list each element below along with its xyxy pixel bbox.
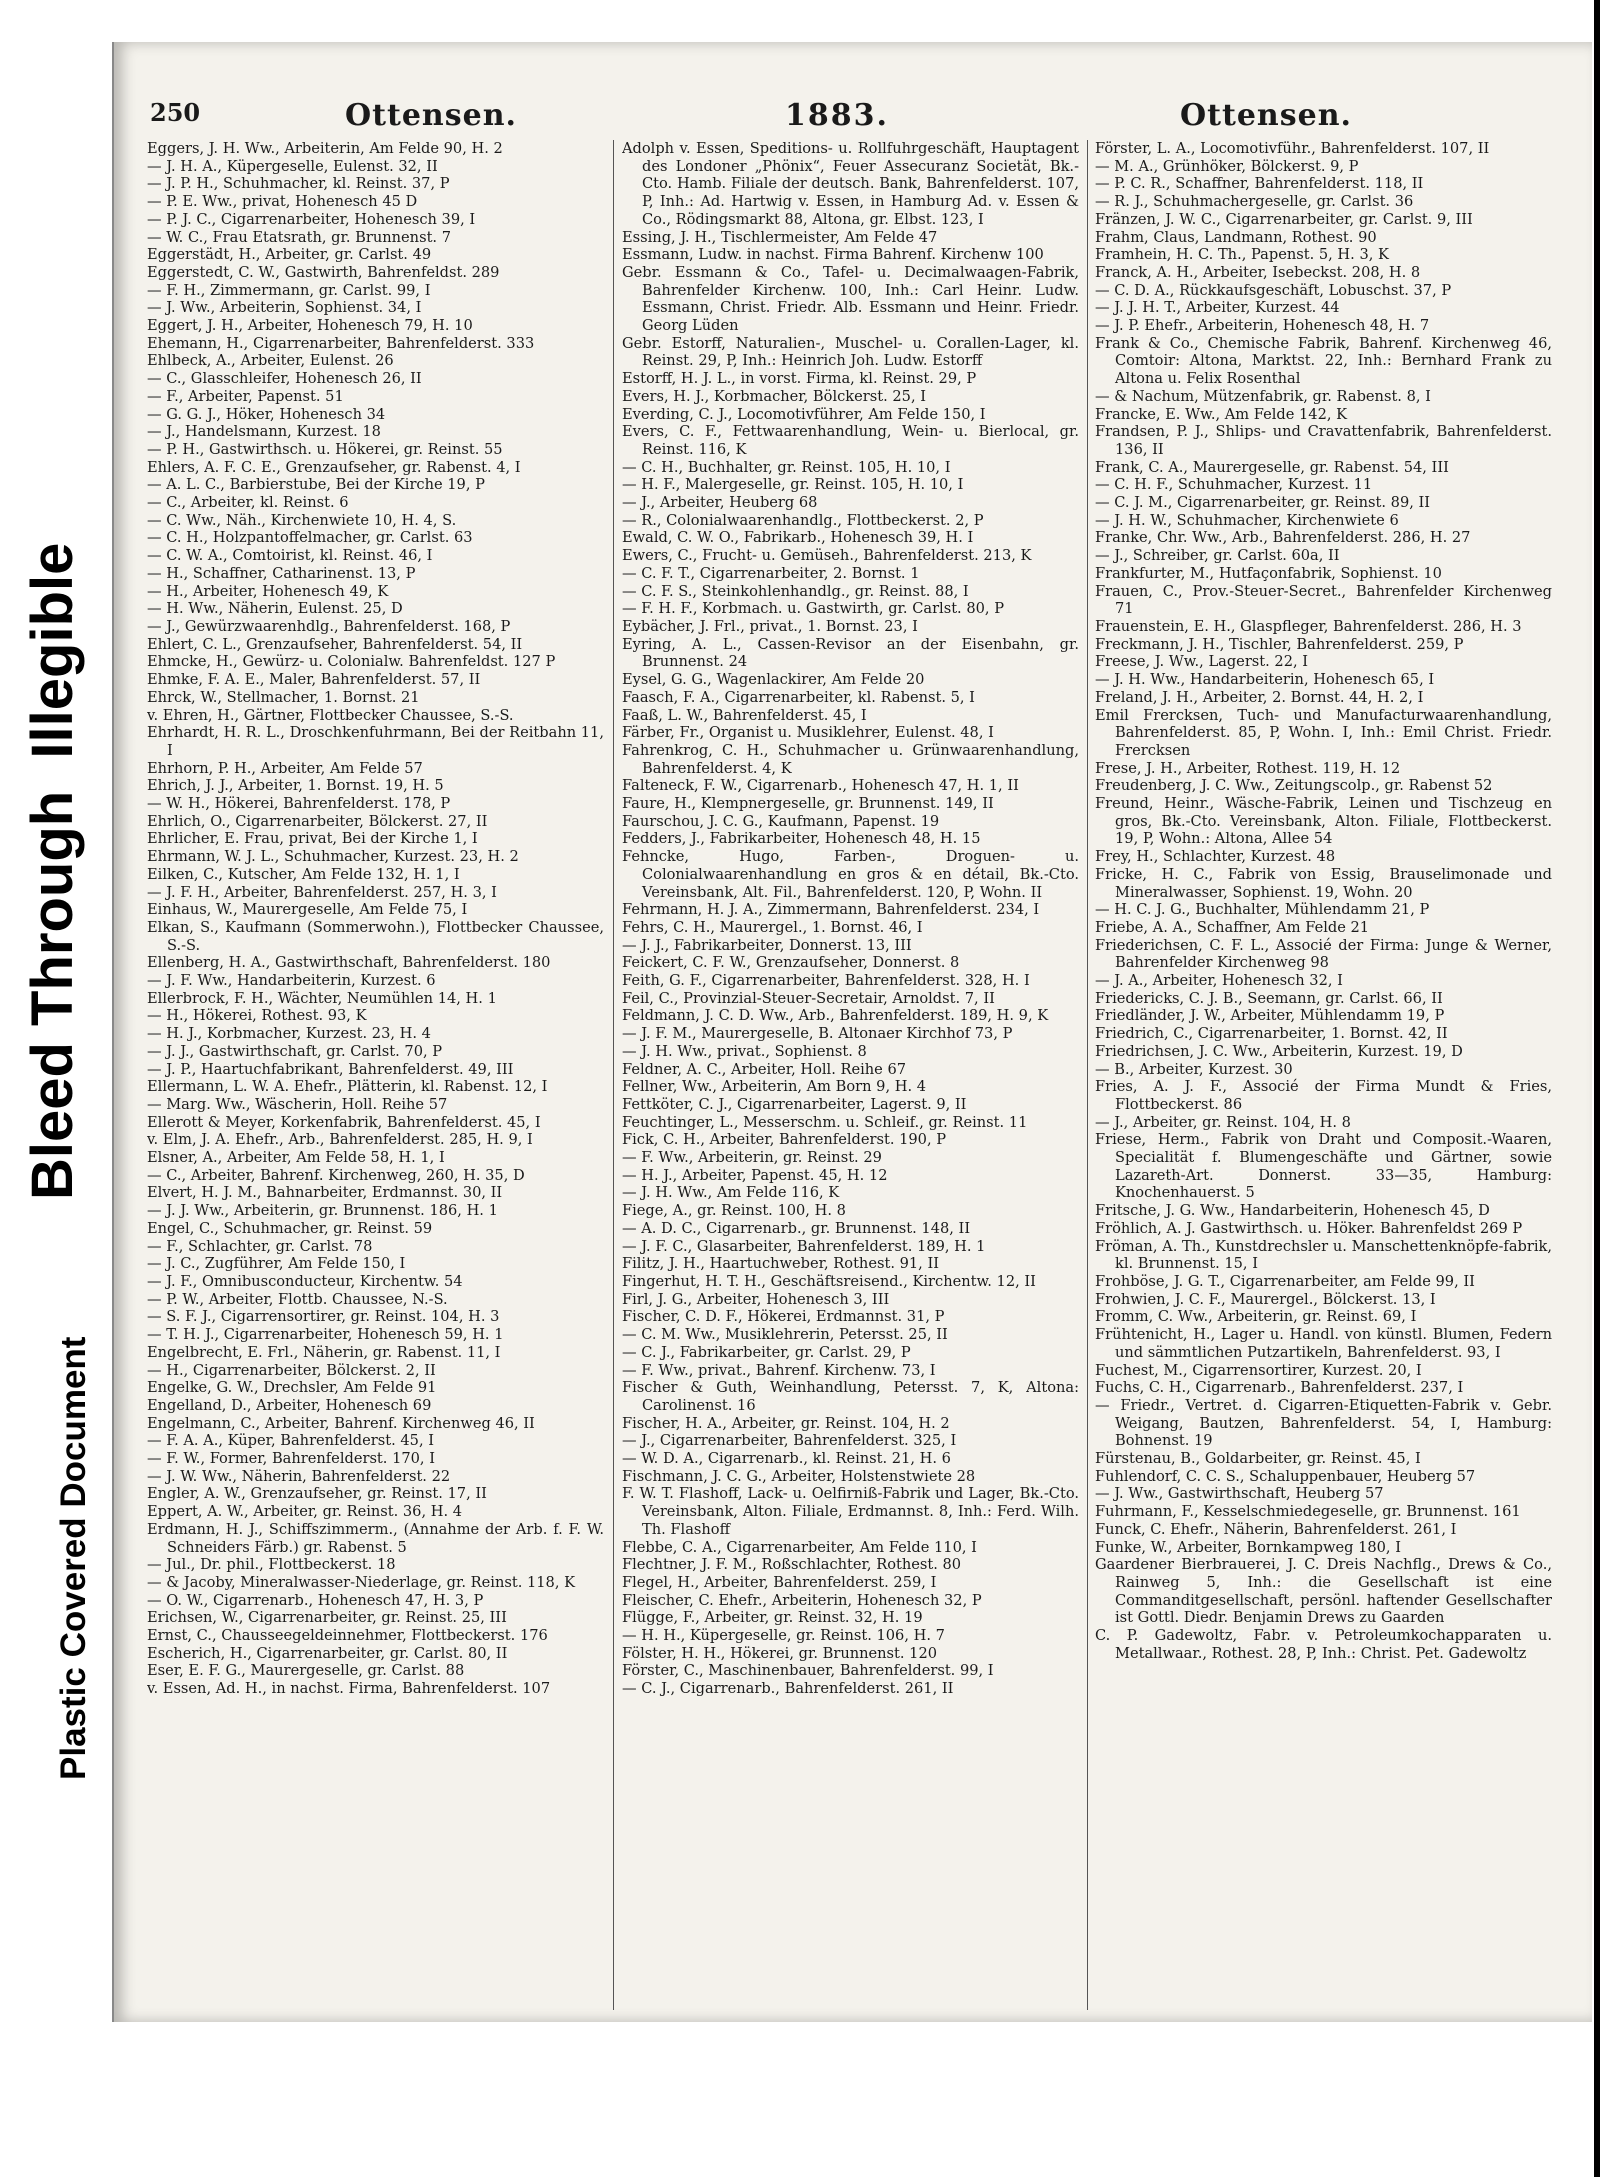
directory-entry: Elkan, S., Kaufmann (Sommerwohn.), Flottbecker Chaussee, S.-S. xyxy=(147,918,604,954)
directory-entry: Ellerbrock, F. H., Wächter, Neumühlen 14, H. 1 xyxy=(147,989,497,1007)
directory-entry: Ehrck, W., Stellmacher, 1. Bornst. 21 xyxy=(147,688,420,706)
directory-entry: — F. A. A., Küper, Bahrenfelderst. 45, I xyxy=(147,1432,434,1450)
directory-entry: — J., Handelsmann, Kurzest. 18 xyxy=(147,423,381,441)
directory-entry: Firl, J. G., Arbeiter, Hohenesch 3, III xyxy=(622,1290,890,1308)
directory-entry: Frohböse, J. G. T., Cigarrenarbeiter, am Felde 99, II xyxy=(1095,1273,1475,1290)
directory-entry: Förster, L. A., Locomotivführ., Bahrenfelderst. 107, II xyxy=(1095,140,1490,157)
directory-entry: — C. F. S., Steinkohlenhandlg., gr. Reinst. 88, I xyxy=(622,582,969,600)
directory-entry: Eilken, C., Kutscher, Am Felde 132, H. 1, I xyxy=(147,865,460,883)
directory-entry: Evers, H. J., Korbmacher, Bölckerst. 25, I xyxy=(622,387,926,405)
directory-entry: Frohwien, J. C. F., Maurergel., Bölckerst. 13, I xyxy=(1095,1290,1436,1308)
directory-entry: — C., Arbeiter, Bahrenf. Kirchenweg, 260, H. 35, D xyxy=(147,1166,525,1184)
directory-entry: Ehrhorn, P. H., Arbeiter, Am Felde 57 xyxy=(147,759,423,777)
directory-entry: Feldmann, J. C. D. Ww., Arb., Bahrenfelderst. 189, H. 9, K xyxy=(622,1007,1049,1025)
directory-entry: Ewers, C., Frucht- u. Gemüseh., Bahrenfelderst. 213, K xyxy=(622,547,1032,565)
directory-entry: Freckmann, J. H., Tischler, Bahrenfelderst. 259, P xyxy=(1095,635,1464,653)
page-header xyxy=(150,98,1580,134)
directory-entry: v. Elm, J. A. Ehefr., Arb., Bahrenfelderst. 285, H. 9, I xyxy=(147,1131,533,1149)
directory-entry: Essing, J. H., Tischlermeister, Am Felde 47 xyxy=(622,228,938,246)
directory-entry: Ehlert, C. L., Grenzaufseher, Bahrenfelderst. 54, II xyxy=(147,635,523,653)
directory-entry: Ehrhardt, H. R. L., Droschkenfuhrmann, Bei der Reitbahn 11, I xyxy=(147,724,604,759)
directory-entry: — J., Arbeiter, Heuberg 68 xyxy=(622,494,818,512)
directory-entry: Franke, Chr. Ww., Arb., Bahrenfelderst. 286, H. 27 xyxy=(1095,529,1471,547)
directory-entry: Frandsen, P. J., Shlips- und Cravattenfabrik, Bahrenfelderst. 136, II xyxy=(1095,423,1552,458)
directory-entry: v. Ehren, H., Gärtner, Flottbecker Chaussee, S.-S. xyxy=(147,706,514,724)
directory-entry: — J. J. Ww., Arbeiterin, gr. Brunnenst. 186, H. 1 xyxy=(147,1202,498,1220)
directory-entry: Fries, A. J. F., Associé der Firma Mundt & Fries, Flottbeckerst. 86 xyxy=(1095,1078,1552,1113)
directory-entry: Fuhrmann, F., Kesselschmiedegeselle, gr. Brunnenst. 161 xyxy=(1095,1503,1521,1521)
directory-entry: — B., Arbeiter, Kurzest. 30 xyxy=(1095,1060,1293,1078)
column-3 xyxy=(1095,140,1552,2010)
directory-entry: — J. J., Fabrikarbeiter, Donnerst. 13, III xyxy=(622,936,912,954)
directory-entry: — Friedr., Vertret. d. Cigarren-Etiquetten-Fabrik v. Gebr. Weigang, Bautzen, Bahrenfelderst. 54, I, Hamburg: Bohnenst. 19 xyxy=(1095,1396,1552,1450)
directory-entry: — & Jacoby, Mineralwasser-Niederlage, gr. Reinst. 118, K xyxy=(147,1573,576,1591)
directory-entry: — R. J., Schuhmachergeselle, gr. Carlst. 36 xyxy=(1095,193,1414,211)
directory-entry: — P. H., Gastwirthsch. u. Hökerei, gr. Reinst. 55 xyxy=(147,440,503,458)
directory-entry: — H. Ww., Näherin, Eulenst. 25, D xyxy=(147,600,403,618)
directory-entry: — J. Ww., Arbeiterin, Sophienst. 34, I xyxy=(147,299,422,317)
directory-entry: Fischer & Guth, Weinhandlung, Petersst. 7, K, Altona: Carolinenst. 16 xyxy=(622,1379,1079,1414)
directory-entry: — C. H. F., Schuhmacher, Kurzest. 11 xyxy=(1095,476,1373,494)
directory-entry: Funck, C. Ehefr., Näherin, Bahrenfelderst. 261, I xyxy=(1095,1520,1457,1538)
directory-entry: — Marg. Ww., Wäscherin, Holl. Reihe 57 xyxy=(147,1095,448,1113)
directory-entry: — R., Colonialwaarenhandlg., Flottbeckerst. 2, P xyxy=(622,511,984,529)
directory-entry: — F. Ww., privat., Bahrenf. Kirchenw. 73, I xyxy=(622,1361,936,1379)
directory-entry: — J. P. Ehefr., Arbeiterin, Hohenesch 48, H. 7 xyxy=(1095,317,1430,335)
directory-entry: Francke, E. Ww., Am Felde 142, K xyxy=(1095,405,1348,423)
directory-entry: — C. J., Cigarrenarb., Bahrenfelderst. 261, II xyxy=(622,1680,954,1698)
directory-entry: Frauen, C., Prov.-Steuer-Secret., Bahrenfelder Kirchenweg 71 xyxy=(1095,582,1552,618)
directory-entry: — M. A., Grünhöker, Bölckerst. 9, P xyxy=(1095,157,1359,175)
directory-entry: — H. F., Malergeselle, gr. Reinst. 105, H. 10, I xyxy=(622,476,964,494)
directory-entry: Flechtner, J. F. M., Roßschlachter, Rothest. 80 xyxy=(622,1556,962,1574)
directory-entry: — C., Arbeiter, kl. Reinst. 6 xyxy=(147,494,349,512)
directory-entry: Elsner, A., Arbeiter, Am Felde 58, H. 1, I xyxy=(147,1149,445,1167)
directory-entry: Ehlers, A. F. C. E., Grenzaufseher, gr. Rabenst. 4, I xyxy=(147,458,521,476)
directory-entry: — J., Gewürzwaarenhdlg., Bahrenfelderst. 168, P xyxy=(147,617,511,635)
directory-entry: Ehmke, F. A. E., Maler, Bahrenfelderst. 57, II xyxy=(147,671,481,689)
directory-entry: Evers, C. F., Fettwaarenhandlung, Wein- u. Bierlocal, gr. Reinst. 116, K xyxy=(622,423,1079,458)
scanner-edge xyxy=(1594,0,1600,2177)
directory-entry: — F. H., Zimmermann, gr. Carlst. 99, I xyxy=(147,281,431,299)
page-number: 250 xyxy=(150,98,201,127)
directory-entry: — W. D. A., Cigarrenarb., kl. Reinst. 21, H. 6 xyxy=(622,1450,951,1468)
directory-entry: — J. F. H., Arbeiter, Bahrenfelderst. 257, H. 3, I xyxy=(147,883,497,901)
directory-entry: Gebr. Estorff, Naturalien-, Muschel- u. Corallen-Lager, kl. Reinst. 29, P, Inh.: Heinrich Joh. Ludw. Estorff xyxy=(622,334,1079,370)
directory-entry: Friederichsen, C. F. L., Associé der Firma: Junge & Werner, Bahrenfelder Kirchenweg 98 xyxy=(1095,936,1552,972)
directory-entry: Ellenberg, H. A., Gastwirthschaft, Bahrenfelderst. 180 xyxy=(147,954,551,972)
directory-entry: — F. Ww., Arbeiterin, gr. Reinst. 29 xyxy=(622,1149,882,1167)
directory-entry: Estorff, H. J. L., in vorst. Firma, kl. Reinst. 29, P xyxy=(622,370,977,388)
directory-entry: Eggerstedt, C. W., Gastwirth, Bahrenfeldst. 289 xyxy=(147,263,500,281)
directory-entry: Ehemann, H., Cigarrenarbeiter, Bahrenfelderst. 333 xyxy=(147,334,535,352)
directory-entry: — C. W. A., Comtoirist, kl. Reinst. 46, I xyxy=(147,547,433,565)
directory-entry: — F., Schlachter, gr. Carlst. 78 xyxy=(147,1237,373,1255)
directory-entry: C. P. Gadewoltz, Fabr. v. Petroleumkochapparaten u. Metallwaar., Rothest. 28, P, Inh.: Christ. Pet. Gadewoltz xyxy=(1095,1627,1552,1662)
directory-entry: — C. H., Holzpantoffelmacher, gr. Carlst. 63 xyxy=(147,529,473,547)
directory-entry: — H., Hökerei, Rothest. 93, K xyxy=(147,1007,367,1025)
directory-entry: — G. G. J., Höker, Hohenesch 34 xyxy=(147,405,386,423)
directory-entry: — W. H., Hökerei, Bahrenfelderst. 178, P xyxy=(147,795,451,813)
directory-entry: Fürstenau, B., Goldarbeiter, gr. Reinst. 45, I xyxy=(1095,1450,1421,1468)
directory-entry: — J. Ww., Gastwirthschaft, Heuberg 57 xyxy=(1095,1485,1384,1503)
directory-entry: Ehlbeck, A., Arbeiter, Eulenst. 26 xyxy=(147,352,394,370)
directory-entry: — J. A., Arbeiter, Hohenesch 32, I xyxy=(1095,972,1343,990)
directory-entry: — J., Schreiber, gr. Carlst. 60a, II xyxy=(1095,547,1340,565)
directory-entry: Fick, C. H., Arbeiter, Bahrenfelderst. 190, P xyxy=(622,1131,947,1149)
directory-entry: Frankfurter, M., Hutfaçonfabrik, Sophienst. 10 xyxy=(1095,564,1442,582)
directory-entry: — C. Ww., Näh., Kirchenwiete 10, H. 4, S. xyxy=(147,511,457,529)
directory-entry: Fröman, A. Th., Kunstdrechsler u. Manschettenknöpfe-fabrik, kl. Brunnenst. 15, I xyxy=(1095,1237,1552,1273)
directory-entry: Ehmcke, H., Gewürz- u. Colonialw. Bahrenfeldst. 127 P xyxy=(147,653,556,671)
directory-entry: — O. W., Cigarrenarb., Hohenesch 47, H. 3, P xyxy=(147,1591,484,1609)
directory-entry: Faaß, L. W., Bahrenfelderst. 45, I xyxy=(622,706,867,724)
directory-entry: Eggert, J. H., Arbeiter, Hohenesch 79, H. 10 xyxy=(147,317,473,335)
directory-entry: Fellner, Ww., Arbeiterin, Am Born 9, H. 4 xyxy=(622,1078,927,1096)
directory-entry: Fuchest, M., Cigarrensortirer, Kurzest. 20, I xyxy=(1095,1361,1422,1379)
directory-columns xyxy=(147,140,1577,2010)
directory-entry: Fritsche, J. G. Ww., Handarbeiterin, Hohenesch 45, D xyxy=(1095,1202,1490,1220)
directory-entry: Friedericks, C. J. B., Seemann, gr. Carlst. 66, II xyxy=(1095,989,1443,1007)
directory-entry: — P. W., Arbeiter, Flottb. Chaussee, N.-S. xyxy=(147,1290,448,1308)
directory-entry: Engelmann, C., Arbeiter, Bahrenf. Kirchenweg 46, II xyxy=(147,1414,535,1432)
directory-entry: — C. M. Ww., Musiklehrerin, Petersst. 25, II xyxy=(622,1326,948,1344)
directory-entry: Frahm, Claus, Landmann, Rothest. 90 xyxy=(1095,228,1377,246)
directory-entry: Frauenstein, E. H., Glaspfleger, Bahrenfelderst. 286, H. 3 xyxy=(1095,617,1522,635)
directory-entry: — P. C. R., Schaffner, Bahrenfelderst. 118, II xyxy=(1095,175,1424,193)
directory-entry: — J., Cigarrenarbeiter, Bahrenfelderst. 325, I xyxy=(622,1432,957,1450)
directory-entry: Friebe, A. A., Schaffner, Am Felde 21 xyxy=(1095,918,1370,936)
directory-entry: Färber, Fr., Organist u. Musiklehrer, Eulenst. 48, I xyxy=(622,724,994,742)
directory-entry: Filitz, J. H., Haartuchweber, Rothest. 91, II xyxy=(622,1255,939,1273)
directory-entry: — J. F. C., Glasarbeiter, Bahrenfelderst. 189, H. 1 xyxy=(622,1237,986,1255)
directory-entry: — H., Cigarrenarbeiter, Bölckerst. 2, II xyxy=(147,1361,436,1379)
directory-entry: Eggerstädt, H., Arbeiter, gr. Carlst. 49 xyxy=(147,246,432,264)
directory-entry: — J. H. Ww., Handarbeiterin, Hohenesch 65, I xyxy=(1095,671,1435,689)
directory-entry: Engler, A. W., Grenzaufseher, gr. Reinst. 17, II xyxy=(147,1485,487,1503)
directory-entry: Escherich, H., Cigarrenarbeiter, gr. Carlst. 80, II xyxy=(147,1644,508,1662)
directory-entry: Engelland, D., Arbeiter, Hohenesch 69 xyxy=(147,1396,432,1414)
directory-entry: Freudenberg, J. C. Ww., Zeitungscolp., gr. Rabenst 52 xyxy=(1095,777,1493,795)
directory-entry: Adolph v. Essen, Speditions- u. Rollfuhrgeschäft, Hauptagent des Londoner „Phönix“, Feuer Assecuranz Societät, Bk.-Cto. Hamb. Filiale der deutsch. Bank, Bahrenfelderst. 107, P, Inh.: Ad. Hartwig v. Essen, in Hamburg Ad. v. Essen & Co., Rödingsmarkt 88, Altona, gr. Elbst. 123, I xyxy=(622,140,1079,228)
directory-entry: Freland, J. H., Arbeiter, 2. Bornst. 44, H. 2, I xyxy=(1095,688,1424,706)
directory-entry: Fränzen, J. W. C., Cigarrenarbeiter, gr. Carlst. 9, III xyxy=(1095,210,1473,228)
directory-entry: Fiege, A., gr. Reinst. 100, H. 8 xyxy=(622,1202,846,1220)
directory-entry: Framhein, H. C. Th., Papenst. 5, H. 3, K xyxy=(1095,246,1389,264)
directory-entry: Faure, H., Klempnergeselle, gr. Brunnenst. 149, II xyxy=(622,795,994,813)
directory-entry: Everding, C. J., Locomotivführer, Am Felde 150, I xyxy=(622,405,986,423)
directory-entry: — J. H. A., Küpergeselle, Eulenst. 32, II xyxy=(147,157,438,175)
directory-entry: — C., Glasschleifer, Hohenesch 26, II xyxy=(147,370,422,388)
directory-entry: — A. D. C., Cigarrenarb., gr. Brunnenst. 148, II xyxy=(622,1219,971,1237)
directory-entry: Fischer, C. D. F., Hökerei, Erdmannst. 31, P xyxy=(622,1308,945,1326)
column-1 xyxy=(147,140,604,2010)
directory-entry: Frese, J. H., Arbeiter, Rothest. 119, H. 12 xyxy=(1095,759,1401,777)
directory-entry: — J. P., Haartuchfabrikant, Bahrenfelderst. 49, III xyxy=(147,1060,514,1078)
directory-entry: Fischer, H. A., Arbeiter, gr. Reinst. 104, H. 2 xyxy=(622,1414,950,1432)
directory-entry: — P. E. Ww., privat, Hohenesch 45 D xyxy=(147,193,418,211)
directory-entry: Eyring, A. L., Cassen-Revisor an der Eisenbahn, gr. Brunnenst. 24 xyxy=(622,635,1079,671)
directory-entry: — A. L. C., Barbierstube, Bei der Kirche 19, P xyxy=(147,476,485,494)
directory-entry: Frühtenicht, H., Lager u. Handl. von künstl. Blumen, Federn und sämmtlichen Putzartikeln, Bahrenfelderst. 93, I xyxy=(1095,1326,1552,1361)
directory-entry: Fleischer, C. Ehefr., Arbeiterin, Hohenesch 32, P xyxy=(622,1591,982,1609)
directory-entry: Falteneck, F. W., Cigarrenarb., Hohenesch 47, H. 1, II xyxy=(622,777,1019,795)
directory-entry: — F. H. F., Korbmach. u. Gastwirth, gr. Carlst. 80, P xyxy=(622,600,1005,618)
directory-entry: — C. J., Fabrikarbeiter, gr. Carlst. 29, P xyxy=(622,1343,911,1361)
directory-entry: — J. H. W., Schuhmacher, Kirchenwiete 6 xyxy=(1095,511,1399,529)
directory-entry: Friedländer, J. W., Arbeiter, Mühlendamm 19, P xyxy=(1095,1007,1445,1025)
directory-entry: Ellerott & Meyer, Korkenfabrik, Bahrenfelderst. 45, I xyxy=(147,1113,541,1131)
directory-entry: — J. J. H. T., Arbeiter, Kurzest. 44 xyxy=(1095,299,1340,317)
directory-entry: Funke, W., Arbeiter, Bornkampweg 180, I xyxy=(1095,1538,1401,1556)
directory-entry: Fehrs, C. H., Maurergel., 1. Bornst. 46, I xyxy=(622,918,923,936)
directory-entry: Eppert, A. W., Arbeiter, gr. Reinst. 36, H. 4 xyxy=(147,1503,463,1521)
directory-entry: Fölster, H. H., Hökerei, gr. Brunnenst. 120 xyxy=(622,1644,938,1662)
directory-entry: — C. F. T., Cigarrenarbeiter, 2. Bornst. 1 xyxy=(622,564,920,582)
directory-entry: — W. C., Frau Etatsrath, gr. Brunnenst. 7 xyxy=(147,228,451,246)
directory-entry: Fahrenkrog, C. H., Schuhmacher u. Grünwaarenhandlung, Bahrenfelderst. 4, K xyxy=(622,741,1079,777)
directory-entry: Erdmann, H. J., Schiffszimmerm., (Annahme der Arb. f. F. W. Schneiders Färb.) gr. Rabenst. 5 xyxy=(147,1520,604,1556)
directory-entry: Ellermann, L. W. A. Ehefr., Plätterin, kl. Rabenst. 12, I xyxy=(147,1078,548,1096)
directory-entry: Faurschou, J. C. G., Kaufmann, Papenst. 19 xyxy=(622,812,940,830)
directory-entry: — J. P. H., Schuhmacher, kl. Reinst. 37, P xyxy=(147,175,450,193)
directory-entry: Gaardener Bierbrauerei, J. C. Dreis Nachflg., Drews & Co., Rainweg 5, Inh.: die Gesellschaft ist eine Commanditgesellschaft, persönl. haftender Gesellschafter ist Gottl. Diedr. Benjamin Drews zu Gaarden xyxy=(1095,1556,1552,1627)
directory-entry: Flegel, H., Arbeiter, Bahrenfelderst. 259, I xyxy=(622,1573,937,1591)
directory-entry: Emil Frercksen, Tuch- und Manufacturwaarenhandlung, Bahrenfelderst. 85, P, Wohn. I, Inh.: Emil Christ. Friedr. Frercksen xyxy=(1095,706,1552,759)
directory-entry: Freese, J. Ww., Lagerst. 22, I xyxy=(1095,653,1309,671)
column-2 xyxy=(622,140,1079,2010)
directory-entry: Friedrichsen, J. C. Ww., Arbeiterin, Kurzest. 19, D xyxy=(1095,1042,1463,1060)
directory-entry: Fricke, H. C., Fabrik von Essig, Brauselimonade und Mineralwasser, Sophienst. 19, Wohn. 20 xyxy=(1095,865,1552,901)
running-title-right: Ottensen. xyxy=(1180,98,1352,133)
directory-entry: Fromm, C. Ww., Arbeiterin, gr. Reinst. 69, I xyxy=(1095,1308,1417,1326)
directory-entry: Eysel, G. G., Wagenlackirer, Am Felde 20 xyxy=(622,671,925,689)
directory-entry: Engelke, G. W., Drechsler, Am Felde 91 xyxy=(147,1379,437,1397)
directory-entry: Fuchs, C. H., Cigarrenarb., Bahrenfelderst. 237, I xyxy=(1095,1379,1464,1397)
directory-entry: Eggers, J. H. Ww., Arbeiterin, Am Felde 90, H. 2 xyxy=(147,140,503,157)
directory-entry: Flebbe, C. A., Cigarrenarbeiter, Am Felde 110, I xyxy=(622,1538,977,1556)
directory-entry: v. Essen, Ad. H., in nachst. Firma, Bahrenfelderst. 107 xyxy=(147,1680,551,1698)
directory-entry: Gebr. Essmann & Co., Tafel- u. Decimalwaagen-Fabrik, Bahrenfelder Kirchenw. 100, Inh.: Carl Heinr. Ludw. Essmann, Christ. Friedr. Alb. Essmann und Heinr. Friedr. Georg Lüden xyxy=(622,263,1079,335)
directory-entry: — Jul., Dr. phil., Flottbeckerst. 18 xyxy=(147,1556,396,1574)
directory-entry: Frey, H., Schlachter, Kurzest. 48 xyxy=(1095,848,1336,866)
directory-entry: Frank & Co., Chemische Fabrik, Bahrenf. Kirchenweg 46, Comtoir: Altona, Marktst. 22, Inh.: Bernhard Frank zu Altona u. Felix Rosenthal xyxy=(1095,334,1552,388)
directory-entry: Franck, A. H., Arbeiter, Isebeckst. 208, H. 8 xyxy=(1095,263,1421,281)
directory-entry: — H., Arbeiter, Hohenesch 49, K xyxy=(147,582,389,600)
directory-entry: Eser, E. F. G., Maurergeselle, gr. Carlst. 88 xyxy=(147,1662,465,1680)
directory-entry: Friedrich, C., Cigarrenarbeiter, 1. Bornst. 42, II xyxy=(1095,1025,1448,1043)
directory-entry: Fröhlich, A. J. Gastwirthsch. u. Höker. Bahrenfeldst 269 P xyxy=(1095,1219,1523,1237)
directory-entry: Ehrich, J. J., Arbeiter, 1. Bornst. 19, H. 5 xyxy=(147,777,444,795)
directory-entry: Engel, C., Schuhmacher, gr. Reinst. 59 xyxy=(147,1219,433,1237)
directory-entry: — H. J., Arbeiter, Papenst. 45, H. 12 xyxy=(622,1166,888,1184)
column-divider xyxy=(1087,140,1088,2010)
directory-entry: — & Nachum, Mützenfabrik, gr. Rabenst. 8, I xyxy=(1095,387,1431,405)
directory-entry: F. W. T. Flashoff, Lack- u. Oelfirniß-Fabrik und Lager, Bk.-Cto. Vereinsbank, Alton. Filiale, Erdmannst. 8, Inh.: Ferd. Wilh. Th. Flashoff xyxy=(622,1485,1079,1538)
directory-entry: Fettköter, C. J., Cigarrenarbeiter, Lagerst. 9, II xyxy=(622,1095,967,1113)
directory-entry: — J. F. Ww., Handarbeiterin, Kurzest. 6 xyxy=(147,972,436,990)
directory-entry: — J. C., Zugführer, Am Felde 150, I xyxy=(147,1255,406,1273)
directory-entry: Faasch, F. A., Cigarrenarbeiter, kl. Rabenst. 5, I xyxy=(622,688,975,706)
directory-entry: Ehrlich, O., Cigarrenarbeiter, Bölckerst. 27, II xyxy=(147,812,488,830)
directory-entry: Flügge, F., Arbeiter, gr. Reinst. 32, H. 19 xyxy=(622,1609,923,1627)
directory-entry: — J., Arbeiter, gr. Reinst. 104, H. 8 xyxy=(1095,1113,1351,1131)
directory-entry: — J. F., Omnibusconducteur, Kirchentw. 54 xyxy=(147,1273,463,1290)
directory-entry: — S. F. J., Cigarrensortirer, gr. Reinst. 104, H. 3 xyxy=(147,1308,500,1326)
directory-entry: — J. H. Ww., Am Felde 116, K xyxy=(622,1184,840,1202)
directory-entry: — F., Arbeiter, Papenst. 51 xyxy=(147,387,344,405)
label-plastic-covered: Plastic Covered Document xyxy=(54,1336,93,1780)
directory-entry: — H. H., Küpergeselle, gr. Reinst. 106, H. 7 xyxy=(622,1627,945,1645)
directory-entry: Feith, G. F., Cigarrenarbeiter, Bahrenfelderst. 328, H. I xyxy=(622,972,1030,990)
directory-entry: Fehrmann, H. J. A., Zimmermann, Bahrenfelderst. 234, I xyxy=(622,901,1040,919)
directory-entry: Ewald, C. W. O., Fabrikarb., Hohenesch 39, H. I xyxy=(622,529,974,547)
column-divider xyxy=(613,140,614,2010)
directory-entry: Ehrlicher, E. Frau, privat, Bei der Kirche 1, I xyxy=(147,830,478,848)
directory-entry: — H., Schaffner, Catharinenst. 13, P xyxy=(147,564,416,582)
directory-entry: Fedders, J., Fabrikarbeiter, Hohenesch 48, H. 15 xyxy=(622,830,981,848)
directory-entry: — H. J., Korbmacher, Kurzest. 23, H. 4 xyxy=(147,1025,431,1043)
directory-entry: Ernst, C., Chausseegeldeinnehmer, Flottbeckerst. 176 xyxy=(147,1627,548,1645)
directory-entry: Eybächer, J. Frl., privat., 1. Bornst. 23, I xyxy=(622,617,918,635)
directory-entry: — H. C. J. G., Buchhalter, Mühlendamm 21, P xyxy=(1095,901,1430,919)
directory-entry: — J. H. Ww., privat., Sophienst. 8 xyxy=(622,1042,867,1060)
directory-entry: — J. F. M., Maurergeselle, B. Altonaer Kirchhof 73, P xyxy=(622,1025,1013,1043)
directory-entry: Feldner, A. C., Arbeiter, Holl. Reihe 67 xyxy=(622,1060,907,1078)
directory-entry: Freund, Heinr., Wäsche-Fabrik, Leinen und Tischzeug en gros, Bk.-Cto. Vereinsbank, Alton. Filiale, Flottbeckerst. 19, P, Wohn.: Altona, Allee 54 xyxy=(1095,795,1552,848)
directory-entry: Feickert, C. F. W., Grenzaufseher, Donnerst. 8 xyxy=(622,954,960,972)
directory-entry: — F. W., Former, Bahrenfelderst. 170, I xyxy=(147,1450,435,1468)
directory-entry: Essmann, Ludw. in nachst. Firma Bahrenf. Kirchenw 100 xyxy=(622,246,1044,264)
running-title-left: Ottensen. xyxy=(345,98,517,133)
directory-entry: Fehncke, Hugo, Farben-, Droguen- u. Colonialwaarenhandlung en gros & en détail, Bk.-Cto. Vereinsbank, Alt. Fil., Bahrenfelderst. 120, P, Wohn. II xyxy=(622,848,1079,901)
label-bleed-through: Bleed Through Illegible xyxy=(20,542,85,1200)
directory-entry: — J. W. Ww., Näherin, Bahrenfelderst. 22 xyxy=(147,1467,451,1485)
directory-entry: Feuchtinger, L., Messerschm. u. Schleif., gr. Reinst. 11 xyxy=(622,1113,1028,1131)
directory-entry: Einhaus, W., Maurergeselle, Am Felde 75, I xyxy=(147,901,468,919)
directory-entry: Fingerhut, H. T. H., Geschäftsreisend., Kirchentw. 12, II xyxy=(622,1273,1036,1290)
running-year: 1883. xyxy=(785,98,889,133)
directory-entry: Engelbrecht, E. Frl., Näherin, gr. Rabenst. 11, I xyxy=(147,1343,501,1361)
directory-entry: Fischmann, J. C. G., Arbeiter, Holstenstwiete 28 xyxy=(622,1467,976,1485)
directory-entry: Friese, Herm., Fabrik von Draht und Composit.-Waaren, Specialität f. Blumengeschäfte und Gärtner, sowie Lazareth-Art. Donnerst. 33—35, Hamburg: Knochenhauerst. 5 xyxy=(1095,1131,1552,1202)
directory-entry: Fuhlendorf, C. C. S., Schaluppenbauer, Heuberg 57 xyxy=(1095,1467,1476,1485)
directory-entry: — C. D. A., Rückkaufsgeschäft, Lobuschst. 37, P xyxy=(1095,281,1452,299)
directory-entry: Ehrmann, W. J. L., Schuhmacher, Kurzest. 23, H. 2 xyxy=(147,848,519,866)
directory-entry: Feil, C., Provinzial-Steuer-Secretair, Arnoldst. 7, II xyxy=(622,989,995,1007)
directory-entry: Elvert, H. J. M., Bahnarbeiter, Erdmannst. 30, II xyxy=(147,1184,503,1202)
directory-entry: — P. J. C., Cigarrenarbeiter, Hohenesch 39, I xyxy=(147,210,476,228)
directory-entry: — C. J. M., Cigarrenarbeiter, gr. Reinst. 89, II xyxy=(1095,494,1431,512)
directory-entry: — C. H., Buchhalter, gr. Reinst. 105, H. 10, I xyxy=(622,458,951,476)
directory-entry: Erichsen, W., Cigarrenarbeiter, gr. Reinst. 25, III xyxy=(147,1609,507,1627)
directory-entry: Frank, C. A., Maurergeselle, gr. Rabenst. 54, III xyxy=(1095,458,1449,476)
directory-entry: Förster, C., Maschinenbauer, Bahrenfelderst. 99, I xyxy=(622,1662,994,1680)
directory-entry: — J. J., Gastwirthschaft, gr. Carlst. 70, P xyxy=(147,1042,443,1060)
directory-entry: — T. H. J., Cigarrenarbeiter, Hohenesch 59, H. 1 xyxy=(147,1326,504,1344)
